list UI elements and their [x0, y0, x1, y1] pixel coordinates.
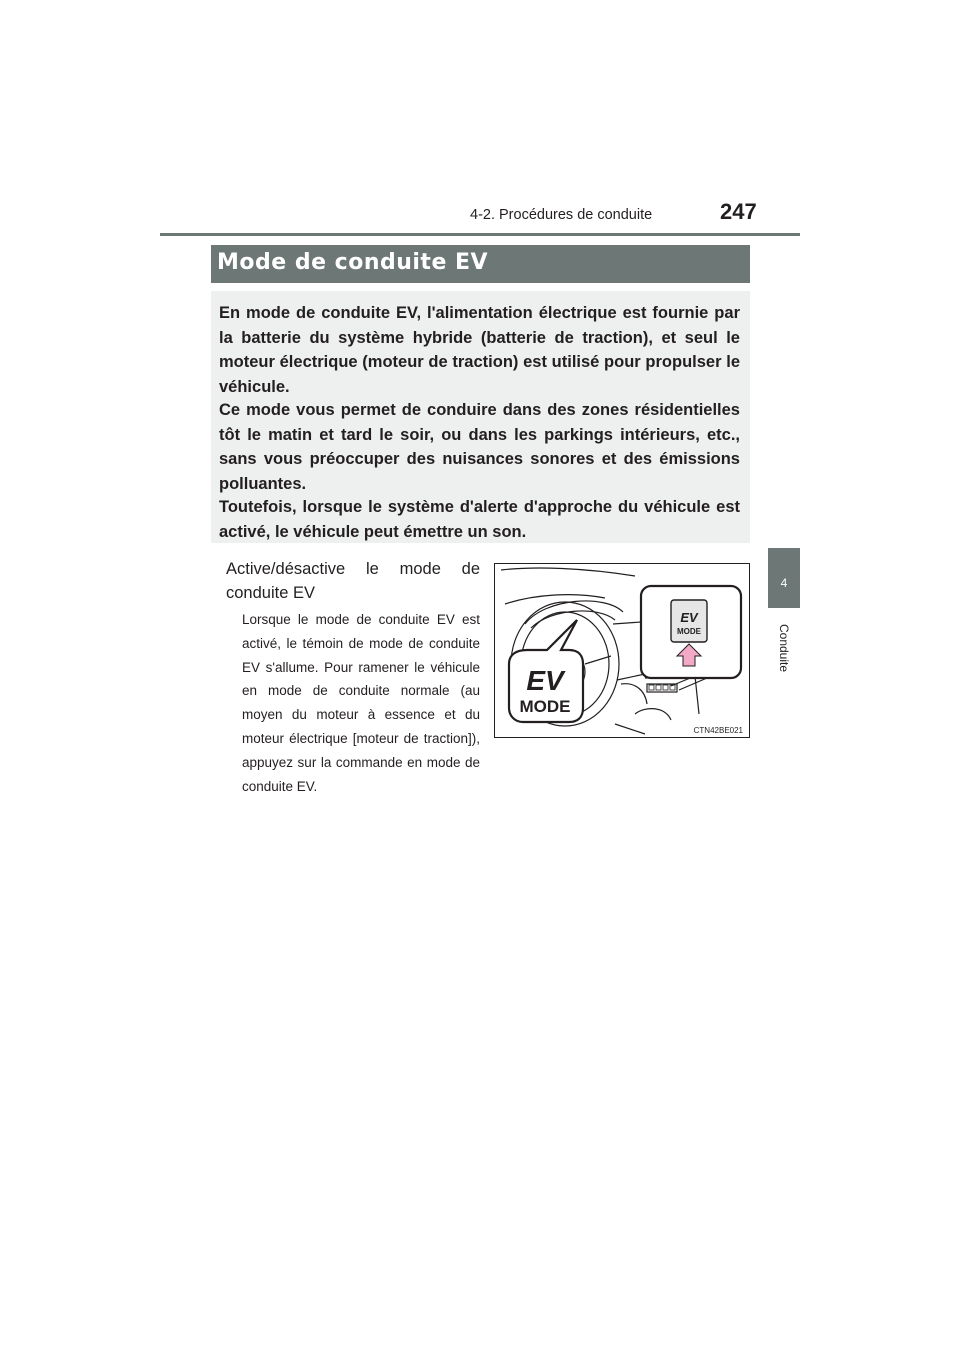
section-heading: Mode de conduite EV: [217, 250, 489, 275]
lead-line: Active/désactive le mode de: [226, 560, 480, 578]
section-heading-bar: [211, 245, 750, 283]
callout-label-ev: EV: [526, 665, 564, 696]
button-label-mode: MODE: [677, 627, 701, 636]
callout-label-mode: MODE: [519, 697, 571, 716]
chapter-label-text: Conduite: [777, 623, 791, 673]
page-number: 247: [720, 199, 757, 224]
chapter-label: [770, 618, 798, 678]
intro-paragraph: Toutefois, lorsque le système d'alerte d'approche du véhicule est activé, le véhicule peut émettre un son.: [219, 498, 740, 541]
dashboard-illustration: [494, 563, 750, 738]
note-text: Lorsque le mode de conduite EV est activé, le témoin de mode de conduite EV s'allume. Pour ramener le véhicule en mode de conduite normale (au moyen du moteur à essence et du moteur électrique [moteur de traction]), appuyez sur la commande en mode de conduite EV.: [242, 612, 480, 794]
header-divider: [160, 233, 800, 236]
chapter-number: 4: [780, 576, 788, 590]
section-title: 4-2. Procédures de conduite: [470, 207, 653, 223]
lead-text: [226, 558, 480, 605]
lead-line: conduite EV: [226, 583, 315, 602]
dashboard-drawing: [495, 564, 749, 737]
button-label-ev: EV: [680, 610, 698, 625]
intro-box: [211, 291, 750, 543]
intro-paragraph: Ce mode vous permet de conduire dans des zones résidentielles tôt le matin et tard le soir, ou dans les parkings intérieurs, etc., sans vous préoccuper des nuisances sonores et des émissions polluantes.: [219, 401, 740, 493]
figure-code: CTN42BE021: [693, 726, 743, 735]
chapter-tab: [768, 548, 800, 608]
intro-paragraph: En mode de conduite EV, l'alimentation électrique est fournie par la batterie du système hybride (batterie de traction), et seul le moteur électrique (moteur de traction) est utilisé pour propulser le véhicule.: [219, 304, 740, 396]
